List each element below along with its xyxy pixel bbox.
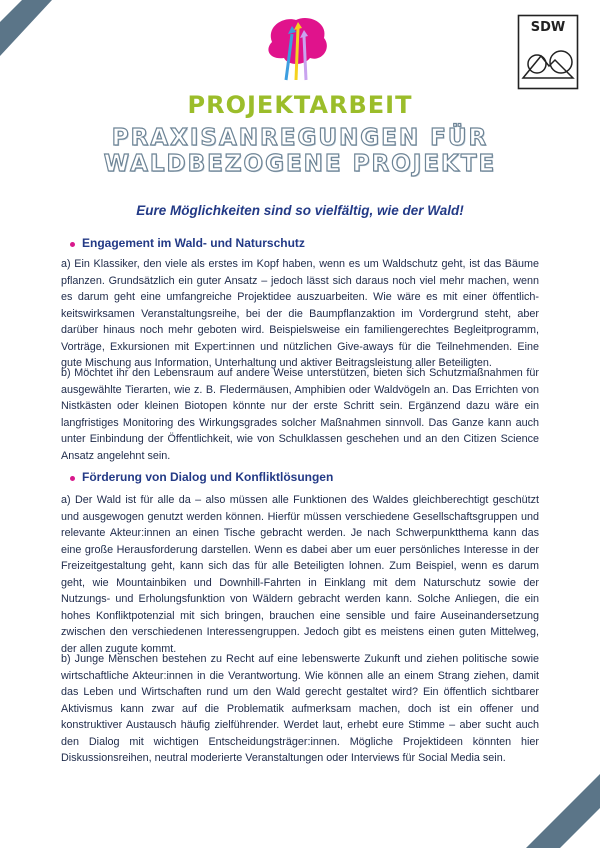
bullet-icon [70,476,75,481]
paragraph-2b: b) Junge Menschen bestehen zu Recht auf eine lebenswerte Zukunft und ziehen politische sowie wirtschaftliche Akteur:innen in die Verantwortung. Wie können alle an einem Strang ziehen, damit das Leben und Wirtschaften rund um den Wald gerecht gestaltet wird? Ein öffentlich sichtbarer Aktivismus kann zwar auf die Problematik aufmerksam machen, doch ist ein offener und konstruktiver Austausch häufig zielführender. Werdet laut, erhebt eure Stimme – aber sucht auch den Dialog mit wichtigen Entscheidungsträger:innen. Mögliche Projektideen könnten hier Diskussionsreihen, neutral moderierte Veranstaltungen oder Interviews für Social Media sein. [61,653,539,764]
bullet-icon [70,242,75,247]
page-subtitle: Eure Möglichkeiten sind so vielfältig, wie der Wald! [136,203,464,218]
page-title-line-1: PRAXISANREGUNGEN FÜR [111,125,489,151]
page-title-line-2: WALDBEZOGENE PROJEKTE [103,151,497,177]
paragraph-2a: a) Der Wald ist für alle da – also müssen alle Funktionen des Waldes gleichberechtigt geschützt und ausgewogen genutzt werden können. Hierfür müssen verschiedene Gesellschaftsgruppen und relevante Akteur:innen an einen Tische gebracht werden. Je nach Schwerpunktthema kann das eine große Herausforderung darstellen. Wenn es dabei aber um euer persönliches Interesse in der Freizeitgestaltung geht, kann sich das für alle Beteiligten lohnen. Zum Beispiel, wenn es darum geht, wie Mountainbiken und Downhill-Fahrten in Einklang mit dem Naturschutz sowie der Nutzungs- und Erholungsfunktion von Wäldern gebracht werden kann. Solche Anliegen, die ein hohes Konfliktpotenzial mit sich bringen, brauchen eine sensible und faire Auseinandersetzung zwischen den verschiedenen Interessengruppen. Jedoch gibt es meistens einen guten Mittelweg, der allen zugute kommt. [61,494,539,655]
corner-decoration-bottom-right [520,760,600,848]
kicker-projektarbeit: PROJEKTARBEIT [187,91,413,119]
paragraph-1b: b) Möchtet ihr den Lebensraum auf andere Weise unterstützen, bieten sich Schutzmaßnahmen für ausgewählte Tierarten, wie z. B. Fledermäusen, Amphibien oder Waldvögeln an. Das Errichten von Nistkästen oder kleinen Biotopen könnte nur der erste Schritt sein. Ergänzend dazu wäre ein langfristiges Monitoring des Wirkungsgrades solcher Maßnahmen sinnvoll. Das Ganze kann auch unter Einbindung der Öffentlichkeit, wie von Schulklassen geschehen und an den Citizen Science Ansatz angelehnt sein. [61,367,539,462]
section-heading-naturschutz: Engagement im Wald- und Naturschutz [82,236,305,250]
section-heading-dialog: Förderung von Dialog und Konfliktlösungen [82,470,334,484]
project-logo-icon [262,14,332,84]
sdw-logo-text: SDW [530,20,566,35]
sdw-logo [517,14,579,90]
corner-decoration-top-left [0,0,60,70]
paragraph-1a: a) Ein Klassiker, den viele als erstes im Kopf haben, wenn es um Waldschutz geht, ist das Bäume pflanzen. Grundsätzlich ein guter Ansatz – jedoch lässt sich daraus noch viel mehr machen, wenn es darum geht eine umfangreiche Projektidee auszuarbeiten. Wie wäre es mit einer öffentlichkeitswirksamen Veranstaltungsreihe, bei der die Baumpflanzaktion im Vordergrund steht, aber darüber hinaus noch mehr geboten wird. Beispielsweise ein familiengerechtes Begleitprogramm, Vorträge, Exkursionen mit Expert:innen und nützlichen Give-aways für die Teilnehmenden. Eine gute Mischung aus Information, Unterhaltung und aktiver Beitragsleistung aller Beteiligten. [61,258,539,369]
